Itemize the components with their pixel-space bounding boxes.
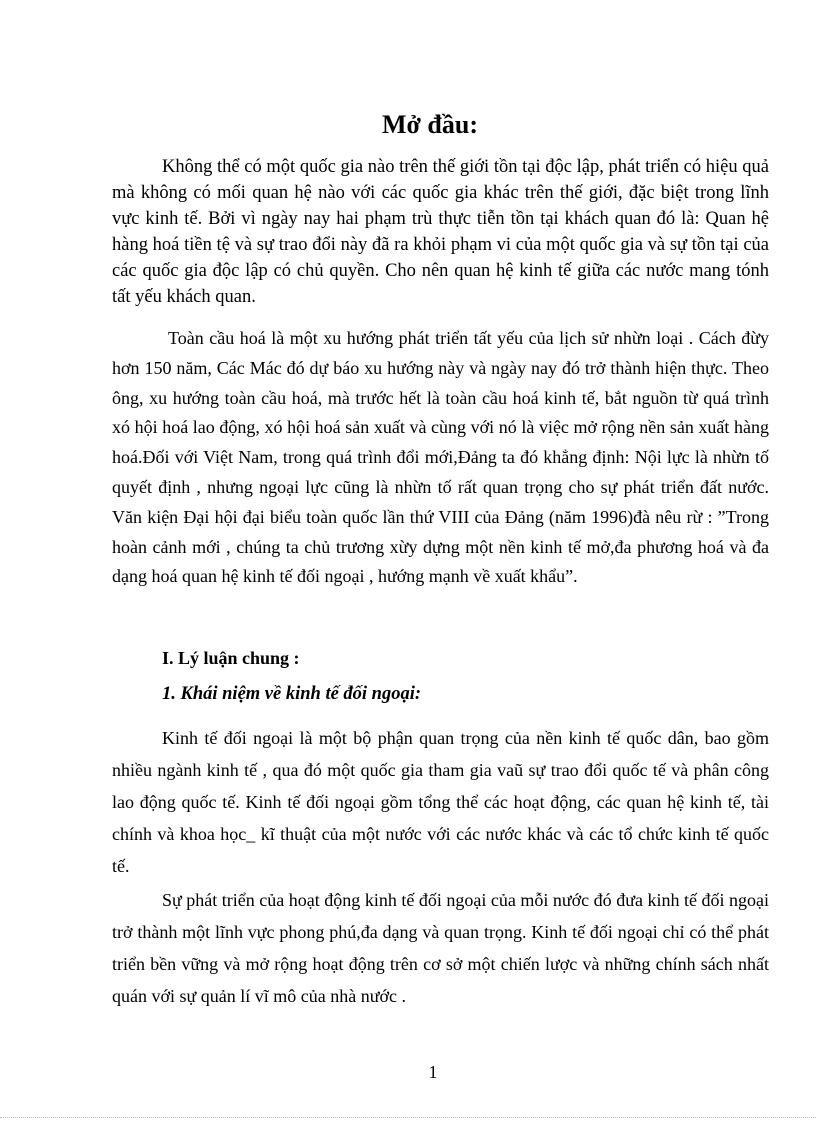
subsection-heading: 1. Khái niệm về kinh tế đối ngoại: (162, 684, 422, 704)
page-bottom-rule (0, 1117, 816, 1118)
intro-paragraph-2: Toàn cầu hoá là một xu hướng phát triển tất yếu của lịch sử nhừn loại . Cách đừy hơn 150 năm, Các Mác đó dự báo xu hướng này và ngày nay đó trở thành hiện thực. Theo ông, xu hướng toàn cầu hoá, mà trước hết là toàn cầu hoá kinh tế, bắt nguồn từ quá trình xó hội hoá lao động, xó hội hoá sản xuất và cùng với nó là việc mở rộng nền sản xuất hàng hoá.Đối với Việt Nam, trong quá trình đổi mới,Đảng ta đó khẳng định: Nội lực là nhừn tố quyết định , nhưng ngoại lực cũng là nhừn tố rất quan trọng cho sự phát triển đất nước. Văn kiện Đại hội đại biểu toàn quốc lần thứ VIII của Đảng (năm 1996)đà nêu rừ : ”Trong hoàn cảnh mới , chúng ta chủ trương xừy dựng một nền kinh tế mở,đa phương hoá và đa dạng hoá quan hệ kinh tế đối ngoại , hướng mạnh về xuất khẩu”. (112, 328, 769, 587)
page-title: Mở đầu: (381, 110, 478, 139)
section-heading: I. Lý luận chung : (162, 648, 300, 668)
intro-paragraph-1: Không thể có một quốc gia nào trên thế giới tồn tại độc lập, phát triển có hiệu quả mà không có mối quan hệ nào với các quốc gia khác trên thế giới, đặc biệt trong lĩnh vực kinh tế. Bởi vì ngày nay hai phạm trù thực tiễn tồn tại khách quan đó là: Quan hệ hàng hoá tiền tệ và sự trao đổi này đã ra khỏi phạm vi của một quốc gia và sự tồn tại của các quốc gia độc lập có chủ quyền. Cho nên quan hệ kinh tế giữa các nước mang tónh tất yếu khách quan. (112, 157, 769, 307)
section-paragraph-2: Sự phát triển của hoạt động kinh tế đối ngoại của mỗi nước đó đưa kinh tế đối ngoại trở thành một lĩnh vực phong phú,đa dạng và quan trọng. Kinh tế đối ngoại chỉ có thể phát triển bền vững và mở rộng hoạt động trên cơ sở một chiến lược và những chính sách nhất quán với sự quản lí vĩ mô của nhà nước . (112, 890, 769, 1006)
section-paragraph-1: Kinh tế đối ngoại là một bộ phận quan trọng của nền kinh tế quốc dân, bao gồm nhiều ngành kinh tế , qua đó một quốc gia tham gia vaũ sự trao đổi quốc tế và phân công lao động quốc tế. Kinh tế đối ngoại gồm tổng thể các hoạt động, các quan hệ kinh tế, tài chính và khoa học_ kĩ thuật của một nước với các nước khác và các tổ chức kinh tế quốc tế. (112, 728, 769, 876)
page-number: 1 (428, 1062, 438, 1082)
